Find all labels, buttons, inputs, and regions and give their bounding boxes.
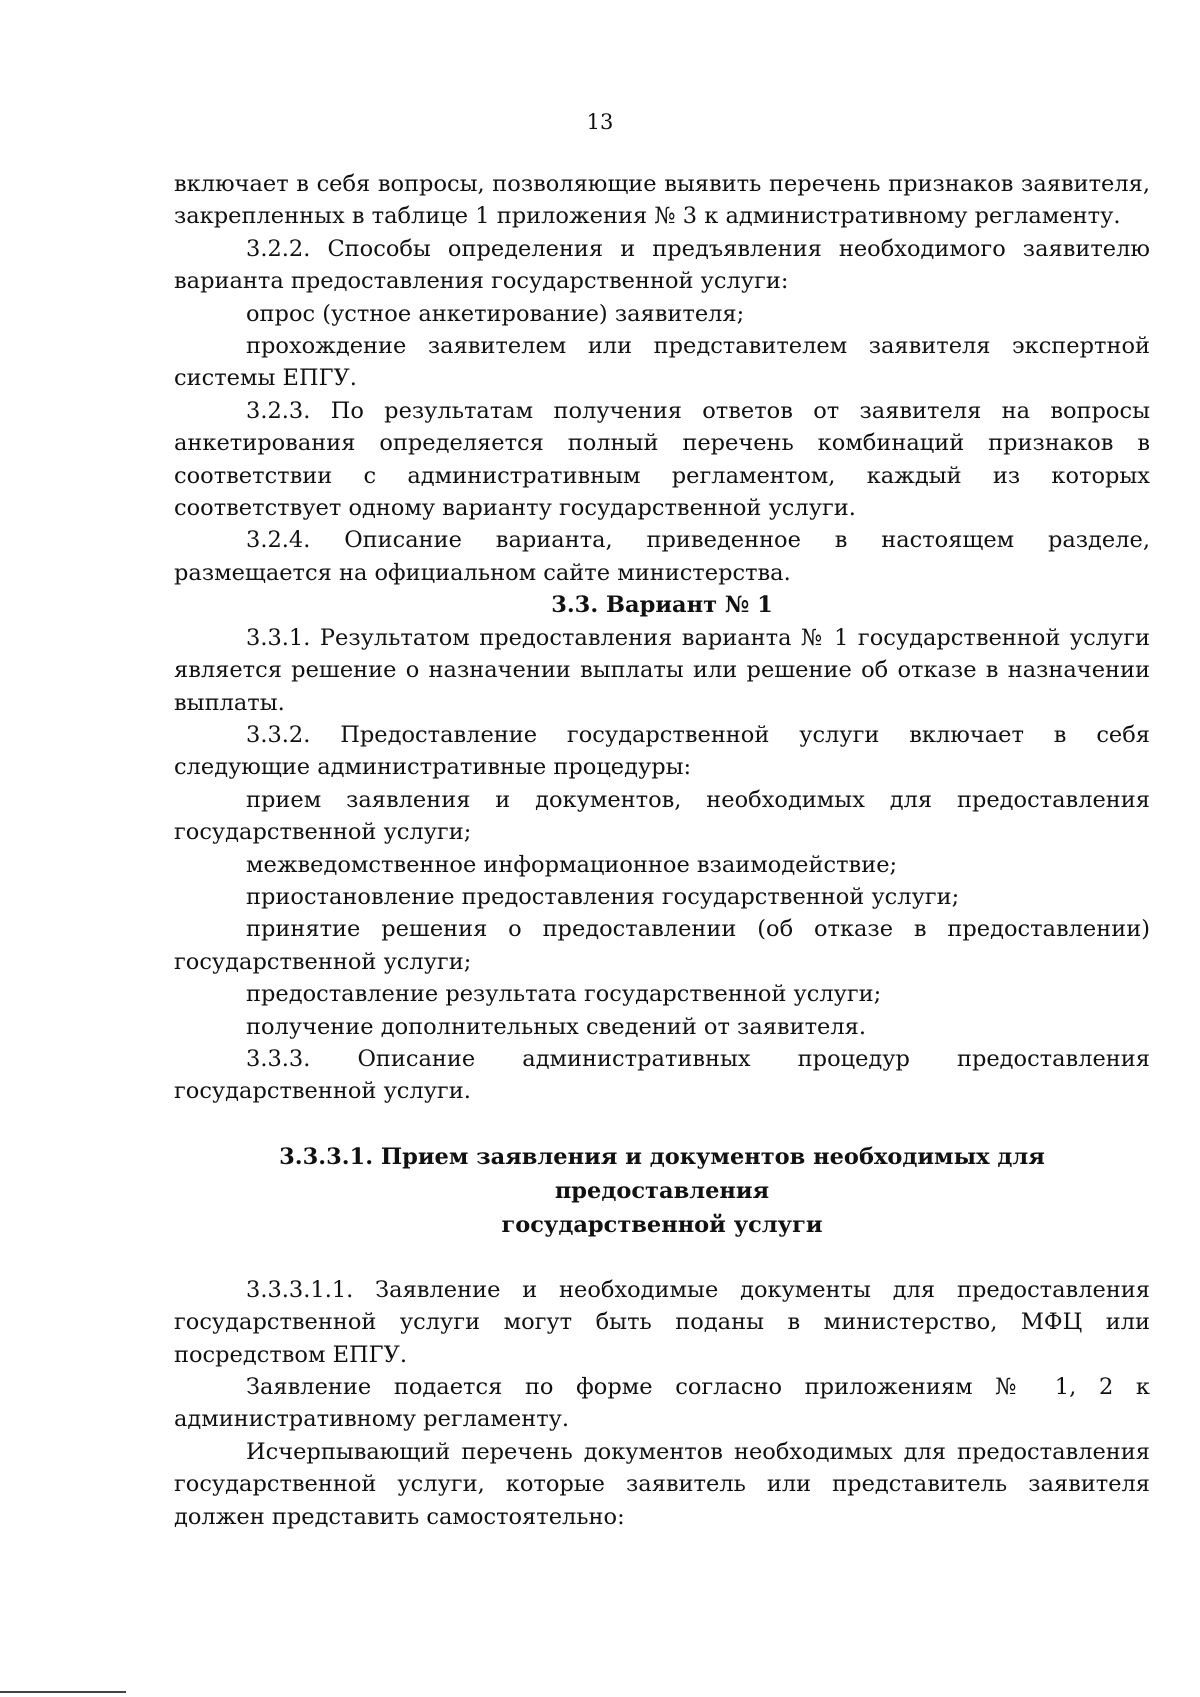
paragraph: Исчерпывающий перечень документов необходимых для предоставления государственной услуги, которые заявитель или представитель заявителя должен представить самостоятельно: bbox=[174, 1438, 1150, 1530]
page-number: 13 bbox=[586, 110, 614, 134]
list-item: получение дополнительных сведений от заявителя. bbox=[246, 1013, 866, 1040]
page-edge-rule bbox=[0, 1691, 126, 1693]
document-body bbox=[174, 168, 1150, 1533]
section-heading-line: государственной услуги bbox=[501, 1211, 823, 1238]
paragraph: 3.2.3. По результатам получения ответов от заявителя на вопросы анкетирования определяется полный перечень комбинаций признаков в соответствии с административным регламентом, каждый из которых соответствует одному варианту государственной услуги. bbox=[174, 397, 1150, 522]
paragraph: 3.3.1. Результатом предоставления варианта № 1 государственной услуги является решение о назначении выплаты или решение об отказе в назначении выплаты. bbox=[174, 624, 1150, 716]
list-item: опрос (устное анкетирование) заявителя; bbox=[246, 300, 745, 327]
list-item: межведомственное информационное взаимодействие; bbox=[246, 851, 898, 878]
section-heading-line: 3.3.3.1. Прием заявления и документов необходимых для предоставления bbox=[279, 1143, 1045, 1204]
section-heading-reception bbox=[174, 1140, 1150, 1242]
list-item: предоставление результата государственной услуги; bbox=[246, 981, 882, 1008]
paragraph: 3.3.2. Предоставление государственной услуги включает в себя следующие административные процедуры: bbox=[174, 721, 1150, 781]
paragraph: включает в себя вопросы, позволяющие выявить перечень признаков заявителя, закрепленных в таблице 1 приложения № 3 к административному регламенту. bbox=[174, 171, 1150, 230]
list-item: принятие решения о предоставлении (об отказе в предоставлении) государственной услуги; bbox=[174, 916, 1150, 975]
list-item: прием заявления и документов, необходимых для предоставления государственной услуги; bbox=[174, 786, 1150, 846]
paragraph: 3.3.3. Описание административных процедур предоставления государственной услуги. bbox=[174, 1045, 1150, 1105]
paragraph: 3.3.3.1.1. Заявление и необходимые документы для предоставления государственной услуги могут быть поданы в министерство, МФЦ или посредством ЕПГУ. bbox=[174, 1276, 1150, 1368]
list-item: приостановление предоставления государственной услуги; bbox=[246, 883, 960, 910]
list-item: прохождение заявителем или представителем заявителя экспертной системы ЕПГУ. bbox=[174, 333, 1150, 392]
paragraph: 3.2.4. Описание варианта, приведенное в настоящем разделе, размещается на официальном сайте министерства. bbox=[174, 527, 1150, 586]
paragraph: 3.2.2. Способы определения и предъявления необходимого заявителю варианта предоставления государственной услуги: bbox=[174, 235, 1150, 295]
paragraph: Заявление подается по форме согласно приложениям № 1, 2 к административному регламенту. bbox=[174, 1374, 1150, 1433]
section-heading-variant: 3.3. Вариант № 1 bbox=[551, 592, 773, 619]
